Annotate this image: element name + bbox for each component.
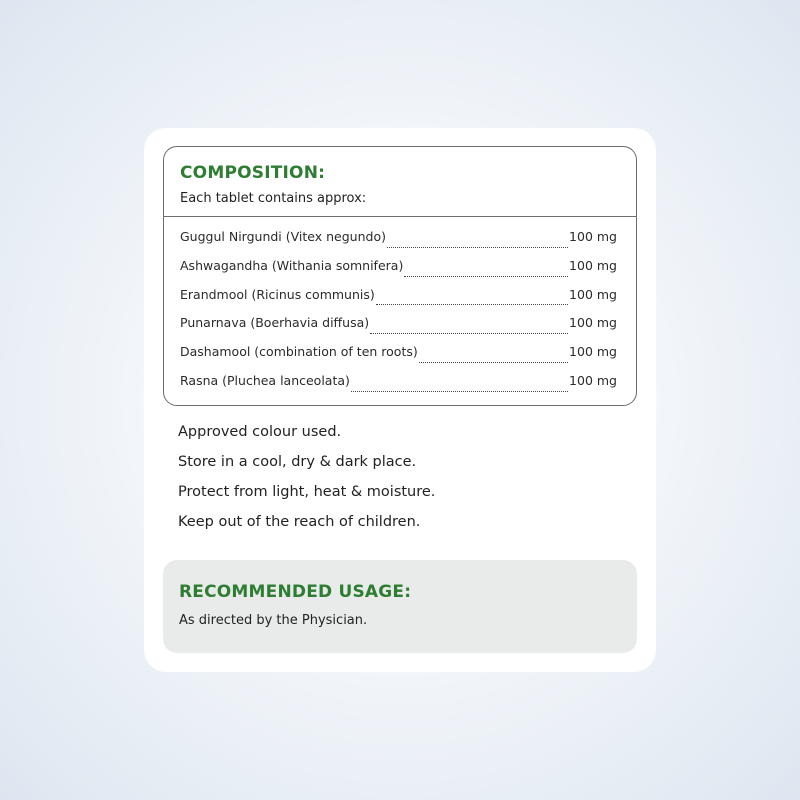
note-protection: Protect from light, heat & moisture. xyxy=(178,484,436,500)
ingredient-row xyxy=(180,258,617,287)
composition-box xyxy=(163,146,637,406)
usage-text: As directed by the Physician. xyxy=(179,613,368,628)
ingredient-qty: 100 mg xyxy=(569,257,617,273)
ingredient-row xyxy=(180,373,617,402)
ingredient-qty: 100 mg xyxy=(569,372,617,388)
ingredient-qty: 100 mg xyxy=(569,229,617,244)
ingredient-name: Guggul Nirgundi (Vitex negundo) xyxy=(180,229,386,244)
dot-leader xyxy=(387,247,568,248)
dot-leader xyxy=(376,304,568,305)
usage-title: RECOMMENDED USAGE: xyxy=(179,582,412,602)
composition-subtitle: Each tablet contains approx: xyxy=(180,191,367,206)
ingredient-list xyxy=(180,229,617,402)
storage-notes xyxy=(178,422,435,542)
label-card xyxy=(144,128,656,672)
ingredient-qty: 100 mg xyxy=(569,315,617,331)
ingredient-name: Rasna (Pluchea lanceolata) xyxy=(180,372,350,388)
ingredient-row xyxy=(180,344,617,373)
dot-leader xyxy=(419,362,568,363)
ingredient-qty: 100 mg xyxy=(569,344,617,360)
dot-leader xyxy=(370,333,568,334)
ingredient-row xyxy=(180,315,617,344)
ingredient-qty: 100 mg xyxy=(569,286,617,302)
ingredient-name: Dashamool (combination of ten roots) xyxy=(180,344,418,360)
note-colour: Approved colour used. xyxy=(178,424,342,440)
ingredient-row xyxy=(180,287,617,316)
usage-box xyxy=(163,560,637,653)
dot-leader xyxy=(351,391,568,392)
composition-divider xyxy=(164,216,636,217)
composition-title: COMPOSITION: xyxy=(180,163,326,183)
dot-leader xyxy=(404,276,568,277)
ingredient-row xyxy=(180,229,617,258)
note-children: Keep out of the reach of children. xyxy=(178,514,421,530)
ingredient-name: Erandmool (Ricinus communis) xyxy=(180,286,375,302)
note-storage: Store in a cool, dry & dark place. xyxy=(178,454,417,470)
ingredient-name: Punarnava (Boerhavia diffusa) xyxy=(180,315,370,331)
ingredient-name: Ashwagandha (Withania somnifera) xyxy=(180,257,404,273)
